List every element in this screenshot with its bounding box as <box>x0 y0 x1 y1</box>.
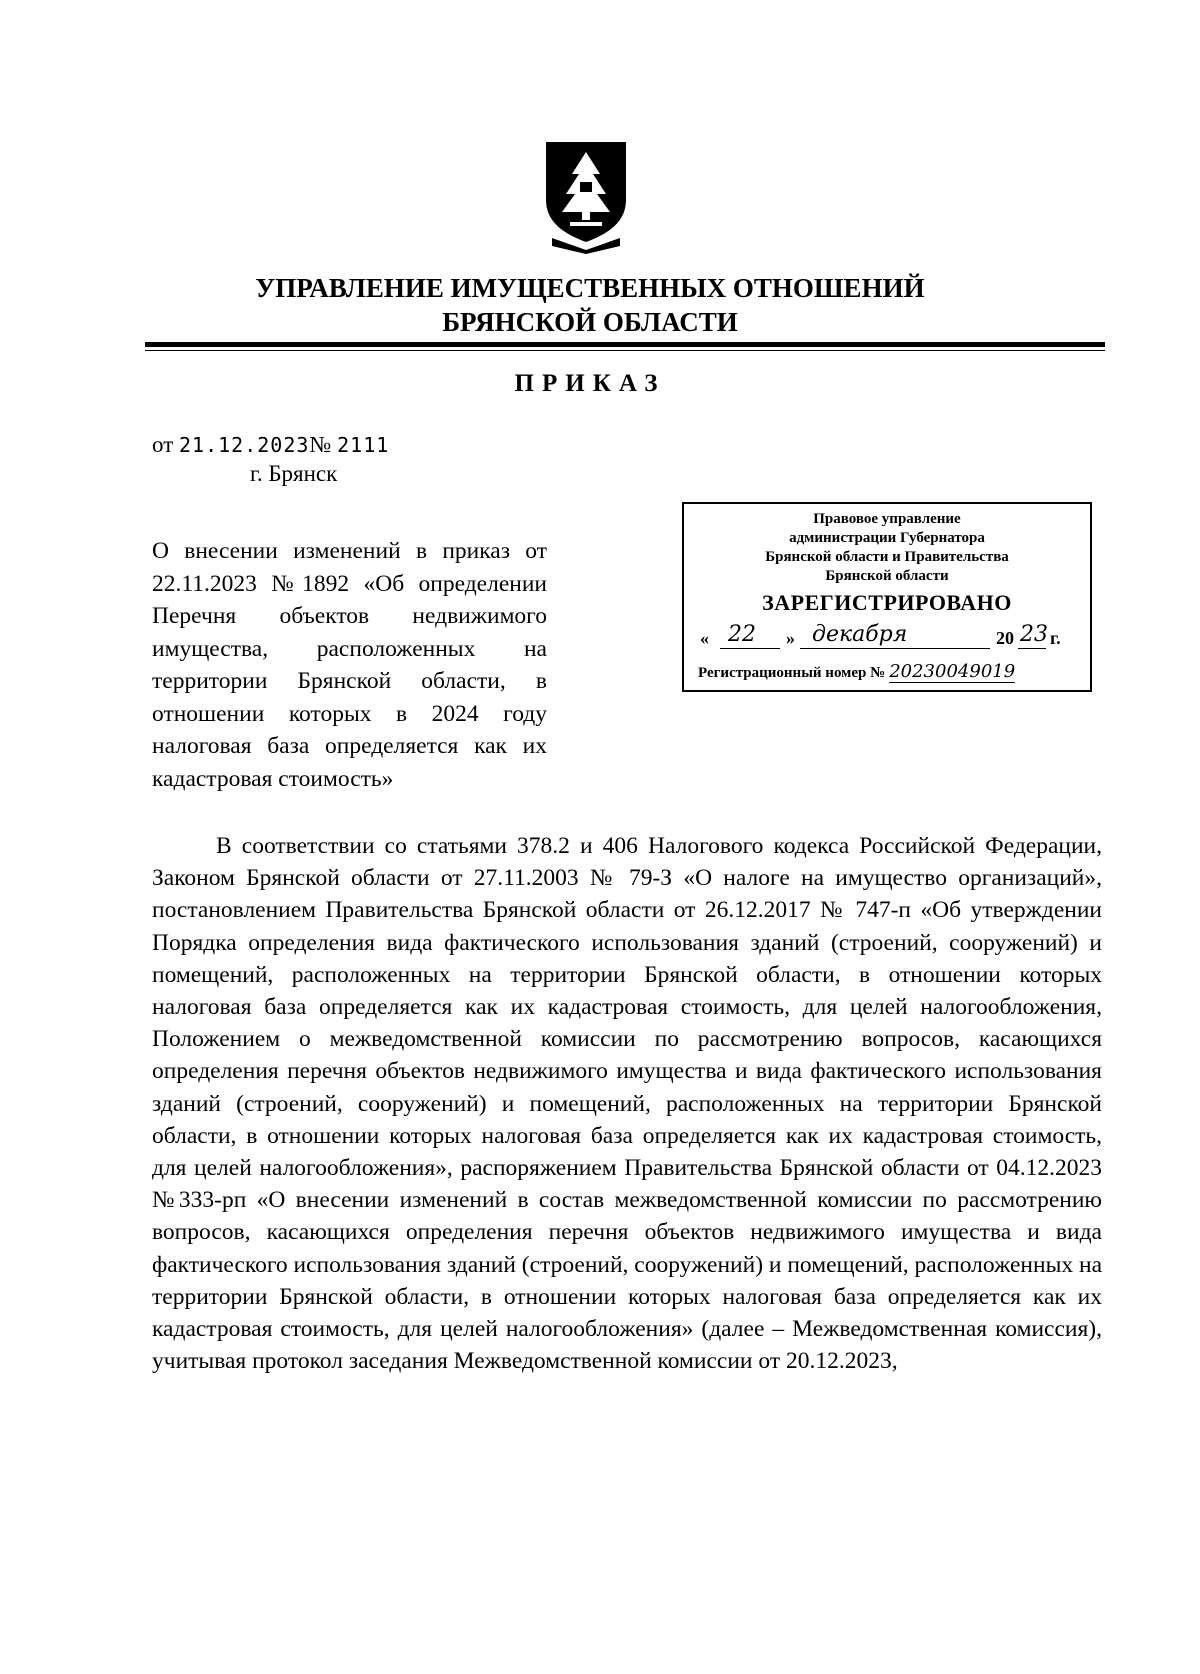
handwritten-number: 2111 <box>337 433 390 457</box>
stamp-reg-label: Регистрационный номер № <box>698 665 886 681</box>
header-rule-thick <box>145 342 1105 347</box>
stamp-year-label: г. <box>1050 628 1061 648</box>
city-label: г. Брянск <box>250 461 338 486</box>
stamp-line-3: Брянской области и Правительства <box>765 549 1009 565</box>
body-paragraph: В соответствии со статьями 378.2 и 406 Налогового кодекса Российской Федерации, Законом Брянской области от 27.11.2003 № 79-З «О налоге на имущество организаций», постановлением Правительства Брянской области от 26.12.2017 № 747-п «Об утверждении Порядка определения вида фактического использования зданий (строений, сооружений) и помещений, расположенных на территории Брянской области, в отношении которых налоговая база определяется как их кадастровая стоимость, для целей налогообложения, Положением о межведомственной комиссии по рассмотрению вопросов, касающихся определения перечня объектов недвижимого имущества и вида фактического использования зданий (строений, сооружений) и помещений, расположенных на территории Брянской области, в отношении которых налоговая база определяется как их кадастровая стоимость, для целей налогообложения», распоряжением Правительства Брянской области от 04.12.2023 №333-рп «О внесении изменений в состав межведомственной комиссии по рассмотрению вопросов, касающихся определения перечня объектов недвижимого имущества и вида фактического использования зданий (строений, сооружений) и помещений, расположенных на территории Брянской области, в отношении которых налоговая база определяется как их кадастровая стоимость, для целей налогообложения» (далее – Межведомственная комиссия), учитывая протокол заседания Межведомственной комиссии от 20.12.2023, <box>152 833 1102 1375</box>
org-name-line2: БРЯНСКОЙ ОБЛАСТИ <box>442 307 738 337</box>
doc-type-title: ПРИКАЗ <box>514 370 666 397</box>
number-label: № <box>309 432 332 457</box>
stamp-quote-open: « <box>700 628 709 648</box>
stamp-quote-close: » <box>786 628 795 648</box>
order-body <box>152 830 1102 1377</box>
stamp-year-suffix: 23 <box>1020 622 1048 647</box>
stamp-registration <box>698 661 1015 682</box>
stamp-reg-number: 20230049019 <box>889 661 1016 682</box>
stamp-line-1: Правовое управление <box>813 511 961 527</box>
stamp-year-prefix: 20 <box>996 628 1014 648</box>
date-number-line <box>152 432 389 458</box>
order-subject: О внесении изменений в приказ от 22.11.2023 №1892 «Об определении Перечня объектов недвижимого имущества, расположенных на территории Брянской области, в отношении которых в 2024 году налоговая база определяется как их кадастровая стоимость» <box>152 538 547 792</box>
stamp-month: декабря <box>812 622 908 647</box>
from-label: от <box>152 432 174 457</box>
stamp-line-4: Брянской области <box>825 568 949 584</box>
handwritten-date: 21.12.2023 <box>179 433 310 457</box>
stamp-line-2: администрации Губернатора <box>789 530 985 546</box>
stamp-day: 22 <box>728 622 756 647</box>
org-name-line1: УПРАВЛЕНИЕ ИМУЩЕСТВЕННЫХ ОТНОШЕНИЙ <box>255 273 925 303</box>
coat-of-arms-icon <box>542 138 630 254</box>
stamp-title: ЗАРЕГИСТРИРОВАНО <box>762 590 1012 615</box>
header-rule-thin <box>145 350 1105 351</box>
registration-stamp <box>682 502 1092 692</box>
stamp-date <box>700 622 1075 652</box>
